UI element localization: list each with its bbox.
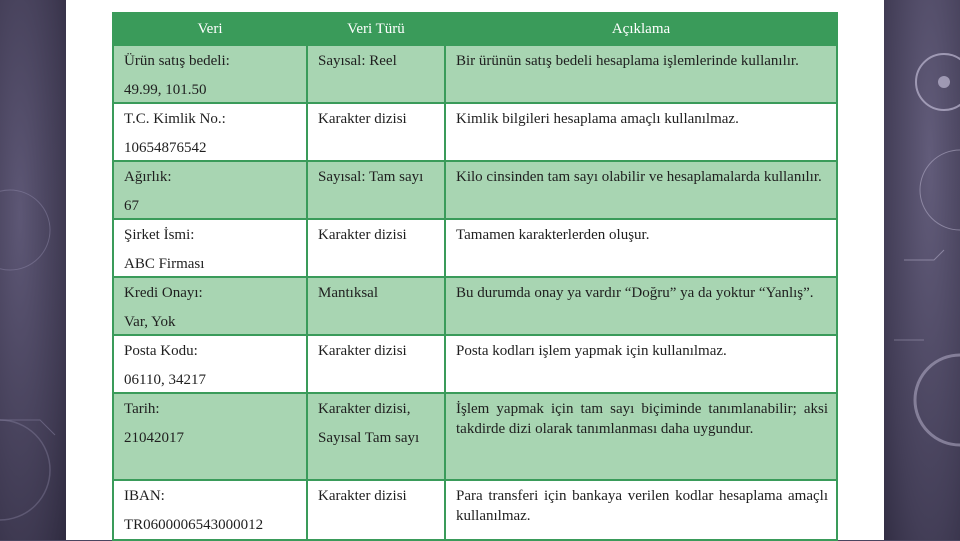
data-example: 49.99, 101.50 (124, 82, 207, 98)
description-cell: Kilo cinsinden tam sayı olabilir ve hesaplamalarda kullanılır. (445, 161, 837, 219)
type-cell (307, 277, 445, 335)
data-type: Karakter dizisi (318, 227, 407, 243)
data-cell (113, 393, 307, 480)
data-example: ABC Firması (124, 256, 205, 272)
data-type: Sayısal: Reel (318, 53, 397, 69)
data-type: Sayısal: Tam sayı (318, 169, 424, 185)
data-name: IBAN: (124, 488, 165, 504)
left-decorative-panel (0, 0, 66, 540)
description-cell: Bu durumda onay ya vardır “Doğru” ya da yoktur “Yanlış”. (445, 277, 837, 335)
data-cell (113, 480, 307, 540)
data-name: Tarih: (124, 401, 160, 417)
data-example: Var, Yok (124, 314, 176, 330)
data-type-secondary: Sayısal Tam sayı (318, 430, 420, 446)
data-type: Karakter dizisi (318, 343, 407, 359)
data-types-table (112, 12, 838, 541)
slide-content (66, 0, 884, 540)
data-name: Posta Kodu: (124, 343, 198, 359)
type-cell (307, 393, 445, 480)
data-name: Şirket İsmi: (124, 227, 195, 243)
table-row (113, 103, 837, 161)
data-name: Ürün satış bedeli: (124, 53, 230, 69)
circuit-pattern-left (0, 0, 66, 540)
data-name: T.C. Kimlik No.: (124, 111, 226, 127)
data-example: 06110, 34217 (124, 372, 206, 388)
table-row (113, 219, 837, 277)
data-type: Karakter dizisi (318, 488, 407, 504)
table-header-row (113, 13, 837, 45)
data-cell (113, 219, 307, 277)
data-cell (113, 161, 307, 219)
data-name: Kredi Onayı: (124, 285, 203, 301)
type-cell (307, 161, 445, 219)
data-type: Karakter dizisi (318, 111, 407, 127)
table-row (113, 161, 837, 219)
header-veri-turu: Veri Türü (307, 13, 445, 45)
description-cell: Bir ürünün satış bedeli hesaplama işlemlerinde kullanılır. (445, 45, 837, 103)
type-cell (307, 103, 445, 161)
data-example: 10654876542 (124, 140, 207, 156)
data-example: TR0600006543000012 (124, 517, 264, 533)
data-cell (113, 277, 307, 335)
description-cell: İşlem yapmak için tam sayı biçiminde tanımlanabilir; aksi takdirde dizi olarak tanımlanması daha uygundur. (445, 393, 837, 480)
data-type: Mantıksal (318, 285, 378, 301)
type-cell (307, 45, 445, 103)
data-cell (113, 103, 307, 161)
type-cell (307, 219, 445, 277)
header-aciklama: Açıklama (445, 13, 837, 45)
right-decorative-panel (884, 0, 960, 540)
header-veri: Veri (113, 13, 307, 45)
data-cell (113, 45, 307, 103)
description-cell: Tamamen karakterlerden oluşur. (445, 219, 837, 277)
type-cell (307, 480, 445, 540)
data-example: 67 (124, 198, 139, 214)
data-cell (113, 335, 307, 393)
description-cell: Posta kodları işlem yapmak için kullanılmaz. (445, 335, 837, 393)
description-cell: Para transferi için bankaya verilen kodlar hesaplama amaçlı kullanılmaz. (445, 480, 837, 540)
data-example: 21042017 (124, 430, 184, 446)
type-cell (307, 335, 445, 393)
data-type: Karakter dizisi, (318, 401, 411, 417)
circuit-pattern-right (884, 0, 960, 540)
table-row (113, 45, 837, 103)
table-row (113, 335, 837, 393)
data-name: Ağırlık: (124, 169, 172, 185)
table-row (113, 480, 837, 540)
table-row (113, 277, 837, 335)
description-cell: Kimlik bilgileri hesaplama amaçlı kullanılmaz. (445, 103, 837, 161)
table-row (113, 393, 837, 480)
